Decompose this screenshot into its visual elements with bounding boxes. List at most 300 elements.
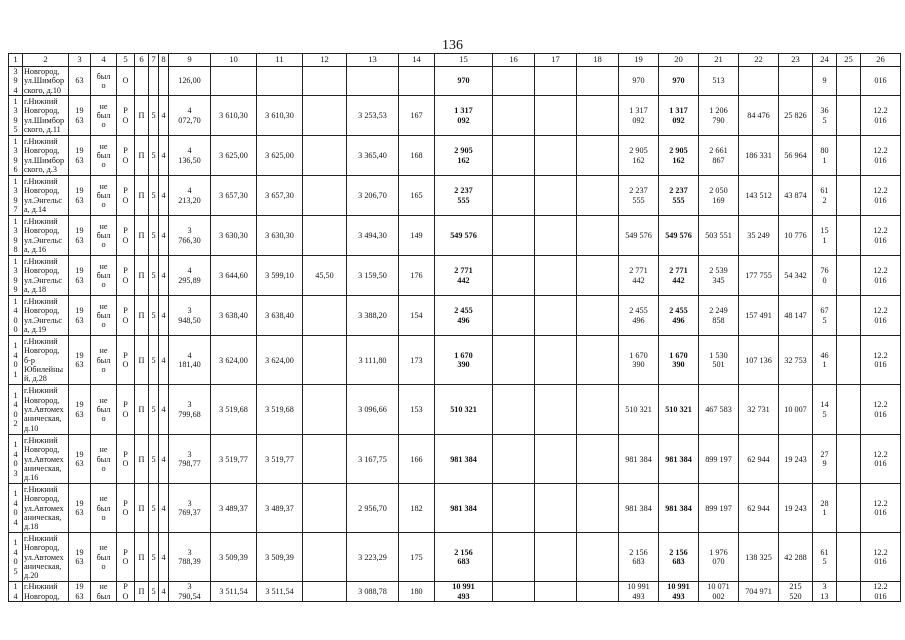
table-cell: 3 766,30 [169, 216, 211, 256]
table-cell: 35 249 [739, 216, 779, 256]
table-cell: 182 [399, 484, 435, 533]
table-cell: 175 [399, 533, 435, 582]
table-cell: 43 874 [779, 176, 813, 216]
table-cell: 4 [159, 216, 169, 256]
table-cell: 4 [159, 484, 169, 533]
table-cell: Р О [117, 533, 135, 582]
table-cell: 2 905 162 [619, 136, 659, 176]
table-cell: 5 [149, 256, 159, 296]
table-cell [577, 296, 619, 336]
table-cell [837, 176, 861, 216]
table-cell: 19 63 [69, 582, 91, 602]
table-cell [535, 435, 577, 484]
table-cell: не был о [91, 336, 117, 385]
table-cell [837, 67, 861, 96]
table-cell: не был о [91, 484, 117, 533]
table-cell: 3 509,39 [211, 533, 257, 582]
table-cell: 3 599,10 [257, 256, 303, 296]
table-cell [837, 582, 861, 602]
table-cell: 61 2 [813, 176, 837, 216]
table-cell [837, 385, 861, 435]
table-cell [577, 67, 619, 96]
table-cell: 3 625,00 [211, 136, 257, 176]
table-cell: Р О [117, 136, 135, 176]
table-cell: 12.2 016 [861, 256, 901, 296]
table-cell [493, 67, 535, 96]
table-cell: 12.2 016 [861, 533, 901, 582]
column-number: 25 [837, 54, 861, 67]
table-cell: П [135, 484, 149, 533]
table-cell: 3 657,30 [211, 176, 257, 216]
table-cell: 186 331 [739, 136, 779, 176]
table-cell: П [135, 176, 149, 216]
table-cell: 1 670 390 [435, 336, 493, 385]
table-cell: 3 657,30 [257, 176, 303, 216]
table-cell: 173 [399, 336, 435, 385]
table-cell: 016 [861, 67, 901, 96]
table-cell: 2 771 442 [435, 256, 493, 296]
table-cell: 3 519,77 [211, 435, 257, 484]
table-cell [577, 256, 619, 296]
table-cell: 1 4 0 3 [9, 435, 23, 484]
column-number: 3 [69, 54, 91, 67]
column-number: 5 [117, 54, 135, 67]
table-cell: 3 519,77 [257, 435, 303, 484]
table-cell [493, 435, 535, 484]
table-cell [535, 484, 577, 533]
table-cell: 2 156 683 [659, 533, 699, 582]
table-cell: 84 476 [739, 96, 779, 136]
table-cell [837, 96, 861, 136]
table-cell: 3 519,68 [211, 385, 257, 435]
table-cell [577, 484, 619, 533]
table-cell [493, 336, 535, 385]
table-cell: 126,00 [169, 67, 211, 96]
table-cell: 4 295,89 [169, 256, 211, 296]
table-cell: 166 [399, 435, 435, 484]
table-cell: 2 661 867 [699, 136, 739, 176]
column-number: 15 [435, 54, 493, 67]
table-cell: 970 [435, 67, 493, 96]
table-cell: 1 4 0 0 [9, 296, 23, 336]
column-number: 4 [91, 54, 117, 67]
table-cell [535, 216, 577, 256]
table-cell: 2 050 169 [699, 176, 739, 216]
table-cell: 9 [813, 67, 837, 96]
column-number: 17 [535, 54, 577, 67]
table-row [9, 336, 901, 385]
table-cell [535, 96, 577, 136]
table-cell: 180 [399, 582, 435, 602]
table-cell: 3 948,50 [169, 296, 211, 336]
table-cell: 19 63 [69, 216, 91, 256]
table-row [9, 296, 901, 336]
table-cell: 5 [149, 216, 159, 256]
table-row [9, 176, 901, 216]
table-cell: 19 63 [69, 336, 91, 385]
table-cell: 3 096,66 [347, 385, 399, 435]
table-cell: не был о [91, 296, 117, 336]
table-cell: 4 [159, 296, 169, 336]
column-number: 12 [303, 54, 347, 67]
table-cell: 3 388,20 [347, 296, 399, 336]
table-cell: 4 [159, 533, 169, 582]
table-cell [837, 296, 861, 336]
table-cell: 1 3 9 5 [9, 96, 23, 136]
table-cell: 3 769,37 [169, 484, 211, 533]
table-cell: 3 625,00 [257, 136, 303, 176]
table-cell: 48 147 [779, 296, 813, 336]
register-table [8, 53, 901, 602]
table-cell: 12.2 016 [861, 582, 901, 602]
table-cell: 3 088,78 [347, 582, 399, 602]
page-number: 136 [442, 38, 463, 53]
table-cell: 1 530 501 [699, 336, 739, 385]
table-cell: 1 4 0 1 [9, 336, 23, 385]
table-cell: 5 [149, 484, 159, 533]
table-cell: 1 3 9 8 [9, 216, 23, 256]
table-row [9, 484, 901, 533]
table-cell: не был о [91, 385, 117, 435]
table-cell [577, 533, 619, 582]
table-cell: 970 [619, 67, 659, 96]
table-cell: 2 455 496 [435, 296, 493, 336]
table-cell: 215 520 [779, 582, 813, 602]
address-cell: г.Нижний Новгород, ул.Шимбор ского, д.3 [23, 136, 69, 176]
table-cell: Р О [117, 256, 135, 296]
table-cell: П [135, 385, 149, 435]
table-cell: 3 630,30 [211, 216, 257, 256]
table-cell: 1 4 0 2 [9, 385, 23, 435]
table-cell [837, 484, 861, 533]
table-cell [837, 336, 861, 385]
table-cell: 42 288 [779, 533, 813, 582]
table-cell: П [135, 336, 149, 385]
table-cell [577, 582, 619, 602]
address-cell: г.Нижний Новгород, ул.Энгельс а, д.14 [23, 176, 69, 216]
table-cell: 10 776 [779, 216, 813, 256]
table-cell [837, 533, 861, 582]
table-cell: 19 243 [779, 484, 813, 533]
table-cell: 3 9 4 [9, 67, 23, 96]
table-cell: 149 [399, 216, 435, 256]
table-cell: 10 991 493 [659, 582, 699, 602]
address-cell: г.Нижний Новгород, ул.Энгельс а, д.19 [23, 296, 69, 336]
table-cell: 4 [159, 435, 169, 484]
column-number: 23 [779, 54, 813, 67]
table-cell: 4 181,40 [169, 336, 211, 385]
table-cell [577, 176, 619, 216]
table-cell: 14 5 [813, 385, 837, 435]
table-cell [493, 484, 535, 533]
table-cell [577, 336, 619, 385]
table-cell: не был [91, 582, 117, 602]
table-cell: 10 007 [779, 385, 813, 435]
table-cell: 12.2 016 [861, 435, 901, 484]
table-cell: 1 317 092 [619, 96, 659, 136]
address-cell: г.Нижний Новгород, ул.Энгельс а, д.16 [23, 216, 69, 256]
table-cell: 3 111,80 [347, 336, 399, 385]
table-cell: 3 489,37 [257, 484, 303, 533]
table-cell [535, 582, 577, 602]
table-cell: 32 753 [779, 336, 813, 385]
table-cell: П [135, 582, 149, 602]
table-cell: 3 798,77 [169, 435, 211, 484]
table-cell: 3 624,00 [257, 336, 303, 385]
table-cell: 3 624,00 [211, 336, 257, 385]
table-cell: 2 956,70 [347, 484, 399, 533]
table-cell: 10 991 493 [435, 582, 493, 602]
table-cell: 3 630,30 [257, 216, 303, 256]
table-cell [577, 96, 619, 136]
column-number-row [9, 54, 901, 67]
column-number: 14 [399, 54, 435, 67]
table-cell: 27 9 [813, 435, 837, 484]
table-cell: 3 511,54 [257, 582, 303, 602]
table-cell: 1 4 [9, 582, 23, 602]
table-cell [493, 136, 535, 176]
table-cell: 19 63 [69, 435, 91, 484]
table-row [9, 67, 901, 96]
table-cell [535, 67, 577, 96]
table-cell: 4 213,20 [169, 176, 211, 216]
table-cell [535, 256, 577, 296]
table-cell: Р О [117, 435, 135, 484]
table-cell: 5 [149, 385, 159, 435]
table-cell [149, 67, 159, 96]
table-cell [303, 385, 347, 435]
address-cell: г.Нижний Новгород, ул.Автомех аническая, д.10 [23, 385, 69, 435]
table-cell: П [135, 435, 149, 484]
table-cell: 3 223,29 [347, 533, 399, 582]
table-cell [837, 435, 861, 484]
table-cell: Р О [117, 582, 135, 602]
table-cell [303, 582, 347, 602]
table-cell: 15 1 [813, 216, 837, 256]
table-cell: 467 583 [699, 385, 739, 435]
table-cell [577, 435, 619, 484]
table-cell: 19 63 [69, 96, 91, 136]
table-cell: 19 63 [69, 256, 91, 296]
table-cell: 167 [399, 96, 435, 136]
table-cell: 3 788,39 [169, 533, 211, 582]
address-cell: г.Нижний Новгород, б-р Юбилейны й, д.28 [23, 336, 69, 385]
table-cell: 107 136 [739, 336, 779, 385]
table-cell: 1 976 070 [699, 533, 739, 582]
table-cell: 2 156 683 [619, 533, 659, 582]
table-cell: 25 826 [779, 96, 813, 136]
table-cell: 2 771 442 [659, 256, 699, 296]
table-cell: 5 [149, 533, 159, 582]
table-cell: Р О [117, 296, 135, 336]
table-cell: Р О [117, 336, 135, 385]
table-cell: 3 494,30 [347, 216, 399, 256]
table-cell: 3 638,40 [257, 296, 303, 336]
table-row [9, 136, 901, 176]
table-cell: 46 1 [813, 336, 837, 385]
table-row [9, 435, 901, 484]
table-cell: 2 539 345 [699, 256, 739, 296]
table-cell: 4 [159, 136, 169, 176]
table-cell: не был о [91, 96, 117, 136]
table-cell: 138 325 [739, 533, 779, 582]
address-cell: г.Нижний Новгород, ул.Автомех аническая, д.18 [23, 484, 69, 533]
table-cell: 2 156 683 [435, 533, 493, 582]
table-row [9, 216, 901, 256]
table-cell: 2 249 858 [699, 296, 739, 336]
table-cell: 5 [149, 136, 159, 176]
table-cell: 2 905 162 [435, 136, 493, 176]
table-cell: 704 971 [739, 582, 779, 602]
table-cell: 899 197 [699, 484, 739, 533]
table-cell: 5 [149, 336, 159, 385]
table-cell: 1 670 390 [659, 336, 699, 385]
table-cell: 168 [399, 136, 435, 176]
table-cell: не был о [91, 256, 117, 296]
table-cell: 2 905 162 [659, 136, 699, 176]
table-cell: 62 944 [739, 435, 779, 484]
table-cell: 2 237 555 [659, 176, 699, 216]
table-cell: 3 13 [813, 582, 837, 602]
table-cell [493, 176, 535, 216]
table-cell [399, 67, 435, 96]
table-cell: 12.2 016 [861, 336, 901, 385]
table-cell [303, 136, 347, 176]
table-cell: 12.2 016 [861, 176, 901, 216]
table-cell: 12.2 016 [861, 96, 901, 136]
table-cell: Р О [117, 216, 135, 256]
table-cell: 12.2 016 [861, 385, 901, 435]
address-cell: г.Нижний Новгород, ул.Автомех аническая, д.16 [23, 435, 69, 484]
table-cell: 3 167,75 [347, 435, 399, 484]
table-cell: 19 63 [69, 533, 91, 582]
table-cell: 2 237 555 [435, 176, 493, 216]
table-cell: 981 384 [435, 484, 493, 533]
table-cell: 32 731 [739, 385, 779, 435]
address-cell: г.Нижний Новгород, ул.Шимбор ского, д.11 [23, 96, 69, 136]
table-cell: 3 509,39 [257, 533, 303, 582]
table-cell: 1 206 790 [699, 96, 739, 136]
table-cell: 981 384 [619, 484, 659, 533]
column-number: 24 [813, 54, 837, 67]
table-cell: П [135, 256, 149, 296]
table-cell: 1 317 092 [659, 96, 699, 136]
column-number: 26 [861, 54, 901, 67]
table-cell [535, 136, 577, 176]
table-cell [303, 296, 347, 336]
table-cell: 4 136,50 [169, 136, 211, 176]
table-cell [303, 96, 347, 136]
table-cell: 80 1 [813, 136, 837, 176]
table-cell: 3 790,54 [169, 582, 211, 602]
table-cell: П [135, 533, 149, 582]
table-cell: не был о [91, 176, 117, 216]
table-cell: 12.2 016 [861, 216, 901, 256]
table-cell [257, 67, 303, 96]
table-cell: 4 [159, 96, 169, 136]
table-cell: был о [91, 67, 117, 96]
table-cell: 19 63 [69, 296, 91, 336]
table-cell: 899 197 [699, 435, 739, 484]
table-cell: не был о [91, 136, 117, 176]
address-cell: г.Нижний Новгород, ул.Энгельс а, д.18 [23, 256, 69, 296]
table-cell: 5 [149, 582, 159, 602]
table-cell [493, 296, 535, 336]
table-cell: 36 5 [813, 96, 837, 136]
table-cell [303, 67, 347, 96]
table-cell: 549 576 [659, 216, 699, 256]
table-row [9, 96, 901, 136]
table-cell: 510 321 [619, 385, 659, 435]
table-cell [493, 96, 535, 136]
column-number: 21 [699, 54, 739, 67]
table-cell: 513 [699, 67, 739, 96]
table-cell: 510 321 [435, 385, 493, 435]
table-cell: 2 455 496 [619, 296, 659, 336]
table-cell: 3 365,40 [347, 136, 399, 176]
table-cell [493, 533, 535, 582]
table-cell [535, 533, 577, 582]
table-cell: 3 799,68 [169, 385, 211, 435]
column-number: 22 [739, 54, 779, 67]
table-cell: 503 551 [699, 216, 739, 256]
table-cell: 165 [399, 176, 435, 216]
table-cell [493, 256, 535, 296]
table-cell: 19 63 [69, 176, 91, 216]
table-cell: 19 63 [69, 136, 91, 176]
table-cell [303, 435, 347, 484]
table-row [9, 582, 901, 602]
table-cell: П [135, 96, 149, 136]
table-cell: 3 638,40 [211, 296, 257, 336]
column-number: 2 [23, 54, 69, 67]
table-cell: Р О [117, 176, 135, 216]
table-cell: 3 610,30 [257, 96, 303, 136]
table-cell: Р О [117, 96, 135, 136]
table-cell [577, 385, 619, 435]
table-cell: 28 1 [813, 484, 837, 533]
table-cell: 10 071 002 [699, 582, 739, 602]
table-cell: Р О [117, 484, 135, 533]
table-cell [535, 176, 577, 216]
table-cell: 4 [159, 256, 169, 296]
table-cell: 981 384 [659, 484, 699, 533]
table-cell [535, 296, 577, 336]
table-cell: не был о [91, 216, 117, 256]
table-cell: 3 644,60 [211, 256, 257, 296]
table-row [9, 256, 901, 296]
table-cell [493, 582, 535, 602]
table-cell: 981 384 [619, 435, 659, 484]
table-cell: 12.2 016 [861, 484, 901, 533]
table-cell [837, 256, 861, 296]
table-cell [837, 216, 861, 256]
column-number: 8 [159, 54, 169, 67]
column-number: 16 [493, 54, 535, 67]
column-number: 6 [135, 54, 149, 67]
table-cell: 3 511,54 [211, 582, 257, 602]
table-cell: 3 519,68 [257, 385, 303, 435]
table-cell: 19 63 [69, 484, 91, 533]
table-cell: 76 0 [813, 256, 837, 296]
column-number: 1 [9, 54, 23, 67]
table-cell [837, 136, 861, 176]
table-cell: 981 384 [435, 435, 493, 484]
column-number: 18 [577, 54, 619, 67]
table-cell: 1 3 9 6 [9, 136, 23, 176]
table-cell: 2 237 555 [619, 176, 659, 216]
table-cell: 3 610,30 [211, 96, 257, 136]
